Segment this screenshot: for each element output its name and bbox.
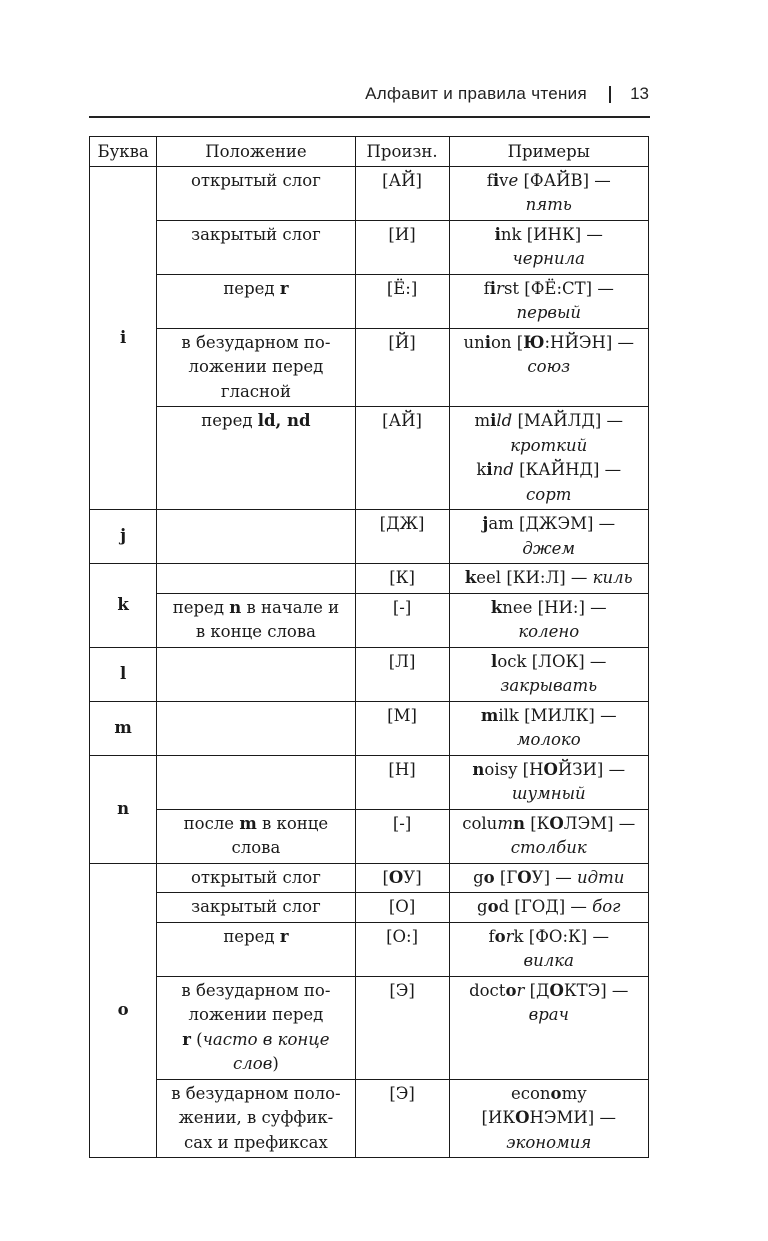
table-row xyxy=(90,510,649,564)
example-cell: doctor [ДОКТЭ] — врач xyxy=(449,976,649,1079)
column-header-position: Положение xyxy=(157,137,355,167)
table-body xyxy=(90,166,649,1158)
example-cell: god [ГОД] — бог xyxy=(449,893,649,923)
pronunciation-cell: [Л] xyxy=(355,647,449,701)
example-cell: fork [ФО:К] — вилка xyxy=(449,922,649,976)
pronunciation-cell: [АЙ] xyxy=(355,166,449,220)
example-cell: knee [НИ:] — колено xyxy=(449,593,649,647)
example-cell: jam [ДЖЭМ] — джем xyxy=(449,510,649,564)
header-separator xyxy=(609,86,611,103)
table-row xyxy=(90,166,649,220)
pronunciation-cell: [Й] xyxy=(355,328,449,407)
table-row xyxy=(90,701,649,755)
example-cell: column [КОЛЭМ] — столбик xyxy=(449,809,649,863)
letter-cell: j xyxy=(90,510,157,564)
table-row xyxy=(90,863,649,893)
table-row xyxy=(90,647,649,701)
letter-cell: k xyxy=(90,564,157,648)
pronunciation-cell: [-] xyxy=(355,809,449,863)
pronunciation-cell: [ОУ] xyxy=(355,863,449,893)
running-header xyxy=(90,82,649,108)
position-cell: закрытый слог xyxy=(157,893,355,923)
table-row xyxy=(90,593,649,647)
position-cell: после m в конце слова xyxy=(157,809,355,863)
position-cell: в безударном по- ложении перед гласной xyxy=(157,328,355,407)
pronunciation-cell: [М] xyxy=(355,701,449,755)
letter-cell: l xyxy=(90,647,157,701)
letter-cell: i xyxy=(90,166,157,510)
table-row xyxy=(90,922,649,976)
position-cell xyxy=(157,755,355,809)
pronunciation-cell: [И] xyxy=(355,220,449,274)
pronunciation-cell: [К] xyxy=(355,564,449,594)
table-row xyxy=(90,809,649,863)
letter-cell: o xyxy=(90,863,157,1158)
position-cell xyxy=(157,647,355,701)
reading-rules-table xyxy=(89,136,649,1158)
position-cell: в безударном поло- жении, в суффик- сах и префиксах xyxy=(157,1079,355,1158)
header-rule xyxy=(89,116,650,118)
pronunciation-cell: [Ё:] xyxy=(355,274,449,328)
position-cell: перед r xyxy=(157,922,355,976)
table-row xyxy=(90,328,649,407)
pronunciation-cell: [АЙ] xyxy=(355,407,449,510)
pronunciation-cell: [Э] xyxy=(355,1079,449,1158)
position-cell xyxy=(157,701,355,755)
table-row xyxy=(90,976,649,1079)
letter-cell: m xyxy=(90,701,157,755)
example-cell: first [ФЁ:СТ] — первый xyxy=(449,274,649,328)
pronunciation-cell: [Н] xyxy=(355,755,449,809)
position-cell: перед r xyxy=(157,274,355,328)
example-cell: ink [ИНК] — чернила xyxy=(449,220,649,274)
letter-cell: n xyxy=(90,755,157,863)
example-cell: five [ФАЙВ] — пять xyxy=(449,166,649,220)
position-cell xyxy=(157,564,355,594)
table-row xyxy=(90,1079,649,1158)
column-header-letter: Буква xyxy=(90,137,157,167)
example-cell: milk [МИЛК] — молоко xyxy=(449,701,649,755)
example-cell: noisy [НОЙЗИ] — шумный xyxy=(449,755,649,809)
table-row xyxy=(90,274,649,328)
table-row xyxy=(90,564,649,594)
example-cell: keel [КИ:Л] — киль xyxy=(449,564,649,594)
pronunciation-cell: [О:] xyxy=(355,922,449,976)
table-row xyxy=(90,755,649,809)
pronunciation-cell: [ДЖ] xyxy=(355,510,449,564)
table-row xyxy=(90,220,649,274)
example-cell: lock [ЛОК] — закрывать xyxy=(449,647,649,701)
position-cell: перед ld, nd xyxy=(157,407,355,510)
pronunciation-cell: [Э] xyxy=(355,976,449,1079)
example-cell: union [Ю:НЙЭН] — союз xyxy=(449,328,649,407)
position-cell: открытый слог xyxy=(157,863,355,893)
position-cell: открытый слог xyxy=(157,166,355,220)
pronunciation-cell: [-] xyxy=(355,593,449,647)
position-cell: в безударном по- ложении перед r (часто в конце слов) xyxy=(157,976,355,1079)
position-cell: закрытый слог xyxy=(157,220,355,274)
table-header-row xyxy=(90,137,649,167)
pronunciation-cell: [О] xyxy=(355,893,449,923)
table-row xyxy=(90,407,649,510)
column-header-pronunciation: Произн. xyxy=(355,137,449,167)
table-row xyxy=(90,893,649,923)
example-cell: mild [МАЙЛД] — кроткий kind [КАЙНД] — сорт xyxy=(449,407,649,510)
example-cell: economy [ИКОНЭМИ] — экономия xyxy=(449,1079,649,1158)
position-cell: перед n в начале и в конце слова xyxy=(157,593,355,647)
example-cell: go [ГОУ] — идти xyxy=(449,863,649,893)
page-number: 13 xyxy=(630,84,649,103)
column-header-examples: Примеры xyxy=(449,137,649,167)
position-cell xyxy=(157,510,355,564)
chapter-title: Алфавит и правила чтения xyxy=(365,84,587,103)
